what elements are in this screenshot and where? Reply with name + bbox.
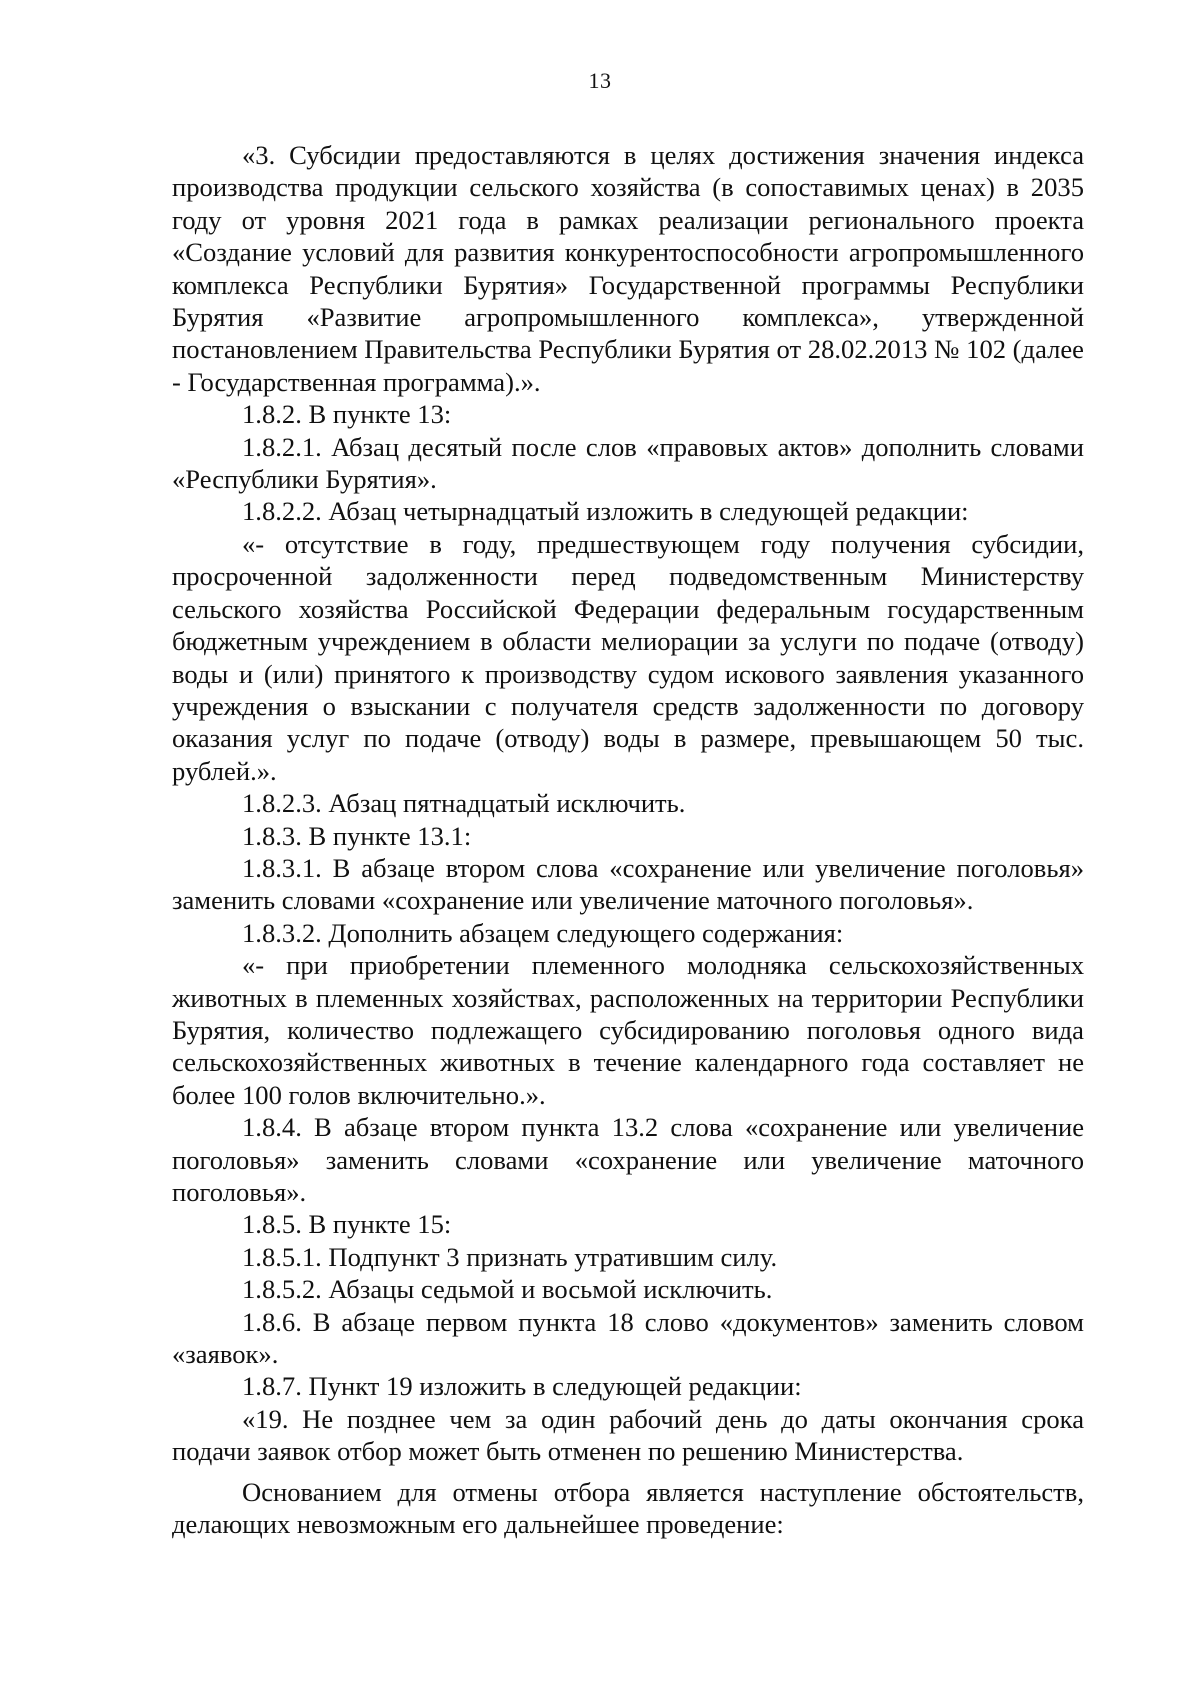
paragraph-1-8-2-3: 1.8.2.3. Абзац пятнадцатый исключить. (242, 788, 686, 819)
page-number: 13 (588, 68, 612, 93)
paragraph-1-8-5-2: 1.8.5.2. Абзацы седьмой и восьмой исключить. (242, 1274, 773, 1305)
paragraph-1-8-2: 1.8.2. В пункте 13: (242, 399, 452, 430)
paragraph-1-8-2-1: 1.8.2.1. Абзац десятый после слов «правовых актов» дополнить словами «Республики Бурятия». (172, 431, 1084, 495)
paragraph-1-8-2-2: 1.8.2.2. Абзац четырнадцатый изложить в следующей редакции: (242, 496, 969, 527)
paragraph-1-8-3: 1.8.3. В пункте 13.1: (242, 820, 472, 851)
document-body (172, 139, 1084, 1540)
paragraph-breeding-stock-condition: «- при приобретении племенного молодняка сельскохозяйственных животных в племенных хозяйствах, расположенных на территории Республики Бурятия, количество подлежащего субсидированию поголовья одного вида сельскохозяйственных животных в течение календарного года составляет не более 100 голов включительно.». (172, 950, 1084, 1110)
paragraph-cancellation-grounds: Основанием для отмены отбора является наступление обстоятельств, делающих невозможным его дальнейшее проведение: (172, 1476, 1084, 1540)
paragraph-1-8-5: 1.8.5. В пункте 15: (242, 1209, 452, 1240)
paragraph-item-19: «19. Не позднее чем за один рабочий день до даты окончания срока подачи заявок отбор может быть отменен по решению Министерства. (172, 1403, 1084, 1467)
paragraph-1-8-4: 1.8.4. В абзаце втором пункта 13.2 слова «сохранение или увеличение поголовья» заменить словами «сохранение или увеличение маточного поголовья». (172, 1112, 1084, 1207)
paragraph-subsidy-purpose: «3. Субсидии предоставляются в целях достижения значения индекса производства продукции сельского хозяйства (в сопоставимых ценах) в 2035 году от уровня 2021 года в рамках реализации регионального проекта «Создание условий для развития конкурентоспособности агропромышленного комплекса Республики Бурятия» Государственной программы Республики Бурятия «Развитие агропромышленного комплекса», утвержденной постановлением Правительства Республики Бурятия от 28.02.2013 № 102 (далее - Государственная программа).». (172, 140, 1084, 397)
paragraph-1-8-6: 1.8.6. В абзаце первом пункта 18 слово «документов» заменить словом «заявок». (172, 1306, 1084, 1370)
paragraph-1-8-3-2: 1.8.3.2. Дополнить абзацем следующего содержания: (242, 917, 844, 948)
paragraph-1-8-3-1: 1.8.3.1. В абзаце втором слова «сохранение или увеличение поголовья» заменить словами «сохранение или увеличение маточного поголовья». (172, 852, 1084, 916)
paragraph-no-debt-condition: «- отсутствие в году, предшествующем году получения субсидии, просроченной задолженности перед подведомственным Министерству сельского хозяйства Российской Федерации федеральным государственным бюджетным учреждением в области мелиорации за услуги по подаче (отводу) воды и (или) принятого к производству судом искового заявления указанного учреждения о взыскании с получателя средств задолженности по договору оказания услуг по подаче (отводу) воды в размере, превышающем 50 тыс. рублей.». (172, 528, 1084, 786)
paragraph-1-8-5-1: 1.8.5.1. Подпункт 3 признать утратившим силу. (242, 1241, 778, 1272)
paragraph-1-8-7: 1.8.7. Пункт 19 изложить в следующей редакции: (242, 1371, 802, 1402)
